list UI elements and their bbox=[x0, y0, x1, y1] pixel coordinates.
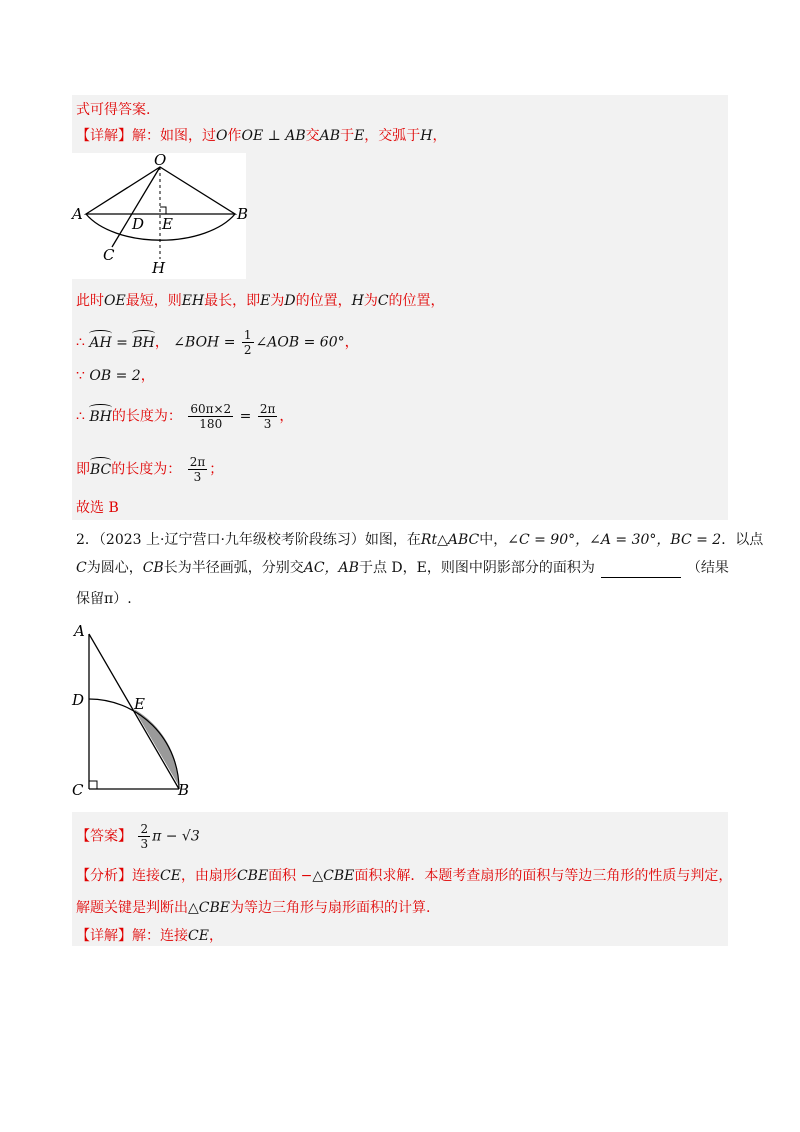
frac-num: 2π bbox=[259, 402, 276, 416]
frac-den: 3 bbox=[140, 837, 149, 851]
solution-intro-line bbox=[76, 100, 150, 120]
text: 如图，在 bbox=[364, 532, 421, 548]
math-ce: CE bbox=[160, 868, 181, 884]
text: 解题关键是判断出 bbox=[76, 900, 188, 916]
frac-num: 60π×2 bbox=[190, 402, 232, 416]
comma: ， bbox=[208, 928, 223, 944]
detail-text: 交 bbox=[305, 128, 320, 144]
detail-tag: 【详解】 bbox=[76, 128, 132, 144]
detail-text: 作 bbox=[227, 128, 242, 144]
intro-text: 式可得答案. bbox=[76, 102, 151, 118]
math-e: E bbox=[260, 293, 271, 309]
math-tri-cbe: △CBE bbox=[312, 868, 355, 884]
fig2-label-d: D bbox=[72, 691, 85, 709]
fig2-label-c: C bbox=[72, 781, 84, 799]
half-fraction bbox=[242, 328, 254, 357]
bh-length-line bbox=[76, 402, 293, 431]
fig1-label-d: D bbox=[132, 215, 145, 233]
arc-bh: BH bbox=[132, 334, 155, 351]
problem2-line3 bbox=[76, 589, 132, 609]
math-rt-abc: Rt△ABC bbox=[420, 532, 480, 548]
math-tri-cbe: △CBE bbox=[188, 900, 230, 916]
text: ．以点 bbox=[721, 532, 764, 548]
analysis-line1 bbox=[76, 866, 732, 886]
text: 长为半径画弧，分别交 bbox=[163, 560, 304, 576]
answer-blank[interactable] bbox=[601, 563, 681, 578]
text: 的长度为： bbox=[111, 408, 182, 425]
answer-fraction bbox=[138, 822, 150, 851]
arc-equal-line bbox=[76, 328, 359, 357]
math-c: C bbox=[76, 560, 87, 576]
problem-source: （2023 上·辽宁营口·九年级校考阶段练习） bbox=[98, 532, 365, 548]
text: 为 bbox=[363, 293, 378, 309]
problem2-line1 bbox=[76, 530, 763, 550]
frac-num: 2 bbox=[140, 822, 149, 836]
therefore-symbol: ∴ bbox=[76, 408, 85, 425]
analysis-line2 bbox=[76, 898, 430, 918]
detail-text: ，交弧于 bbox=[364, 128, 421, 144]
text: 保留π）. bbox=[76, 591, 132, 607]
math-eh: EH bbox=[181, 293, 205, 309]
text: 面积求解．本题考查扇形的面积与等边三角形的性质与判定， bbox=[354, 868, 733, 884]
frac-num: 2π bbox=[189, 455, 206, 469]
frac-num: 1 bbox=[243, 328, 252, 342]
math-e: E bbox=[354, 128, 365, 144]
figure-semicircle bbox=[72, 151, 249, 279]
math-conditions: ∠C = 90°，∠A = 30°，BC = 2 bbox=[507, 532, 722, 548]
detail-tag: 【详解】 bbox=[76, 928, 132, 944]
fraction-2pi-3 bbox=[188, 455, 208, 484]
arc-equation bbox=[89, 335, 154, 351]
detail2-line bbox=[76, 926, 223, 946]
semicolon: ； bbox=[209, 461, 224, 478]
choose-line bbox=[76, 498, 119, 518]
arc-bh: BH bbox=[89, 408, 112, 425]
detail-text: ， bbox=[432, 128, 447, 144]
math-c: C bbox=[377, 293, 389, 309]
frac-den: 3 bbox=[193, 470, 202, 484]
fig1-label-a: A bbox=[72, 205, 83, 223]
comma: ， bbox=[154, 334, 169, 351]
angle-aob: ∠AOB = 60° bbox=[255, 334, 345, 351]
problem-number: 2． bbox=[76, 532, 99, 548]
math-ab: AB bbox=[319, 128, 341, 144]
text: 的位置， bbox=[295, 293, 352, 309]
text: 的长度为： bbox=[111, 461, 182, 478]
math-o: O bbox=[216, 128, 228, 144]
eq: = bbox=[235, 408, 256, 425]
because-line bbox=[76, 366, 155, 386]
fig1-label-o: O bbox=[154, 151, 167, 169]
text: 的位置， bbox=[388, 293, 445, 309]
text: 最短，则 bbox=[125, 293, 182, 309]
fraction-2pi-3 bbox=[258, 402, 278, 431]
because-symbol: ∵ bbox=[76, 368, 85, 384]
text: 最长，即 bbox=[204, 293, 261, 309]
answer-expression: π − √3 bbox=[152, 828, 200, 845]
detail-text: 于 bbox=[340, 128, 355, 144]
fig1-label-e: E bbox=[162, 215, 173, 233]
fig2-label-a: A bbox=[74, 622, 85, 640]
choose-b: 故选 B bbox=[76, 500, 119, 516]
bc-length-line bbox=[76, 455, 223, 484]
ob-equation: OB = 2 bbox=[89, 368, 141, 384]
answer-line bbox=[76, 822, 200, 851]
detail-text: 解：如图，过 bbox=[132, 128, 216, 144]
text: ，由扇形 bbox=[180, 868, 237, 884]
problem2-line2 bbox=[76, 558, 729, 578]
text: 为等边三角形与扇形面积的计算. bbox=[230, 900, 431, 916]
arc-bc: BC bbox=[90, 461, 112, 478]
arc-ah: AH bbox=[89, 334, 112, 351]
text: 此时 bbox=[76, 293, 104, 309]
fraction-60pi bbox=[188, 402, 233, 431]
math-oe: OE bbox=[104, 293, 126, 309]
math-d: D bbox=[284, 293, 296, 309]
answer-tag: 【答案】 bbox=[76, 828, 132, 845]
fig2-label-e: E bbox=[134, 695, 145, 713]
fig2-label-b: B bbox=[178, 781, 190, 799]
math-ce: CE bbox=[188, 928, 209, 944]
text: 为圆心， bbox=[86, 560, 143, 576]
math-ac-ab: AC，AB bbox=[303, 560, 359, 576]
frac-den: 2 bbox=[243, 343, 252, 357]
detail-line bbox=[76, 126, 447, 146]
text: 中， bbox=[479, 532, 508, 548]
text: 面积 − bbox=[268, 868, 313, 884]
math-cbe: CBE bbox=[236, 868, 269, 884]
text: 于点 D，E，则图中阴影部分的面积为 bbox=[358, 560, 595, 576]
frac-den: 180 bbox=[199, 417, 223, 431]
now-line bbox=[76, 291, 445, 311]
text: 为 bbox=[270, 293, 285, 309]
comma: ， bbox=[279, 408, 294, 425]
comma: ， bbox=[344, 334, 359, 351]
math-h: H bbox=[420, 128, 433, 144]
frac-den: 3 bbox=[263, 417, 272, 431]
math-cb: CB bbox=[142, 560, 164, 576]
text: 连接 bbox=[132, 868, 160, 884]
comma: ， bbox=[140, 368, 155, 384]
figure-triangle bbox=[70, 620, 200, 805]
analysis-tag: 【分析】 bbox=[76, 868, 132, 884]
therefore-symbol: ∴ bbox=[76, 334, 85, 351]
fig1-label-c: C bbox=[103, 246, 115, 264]
text: 解：连接 bbox=[132, 928, 188, 944]
math-h: H bbox=[351, 293, 364, 309]
angle-boh: ∠BOH = bbox=[173, 334, 240, 351]
fig1-label-h: H bbox=[152, 259, 166, 277]
math-oe-perp-ab: OE ⊥ AB bbox=[241, 128, 306, 144]
text: 即 bbox=[76, 461, 90, 478]
eq: = bbox=[111, 334, 133, 351]
text: （结果 bbox=[686, 560, 729, 576]
fig1-label-b: B bbox=[237, 205, 249, 223]
